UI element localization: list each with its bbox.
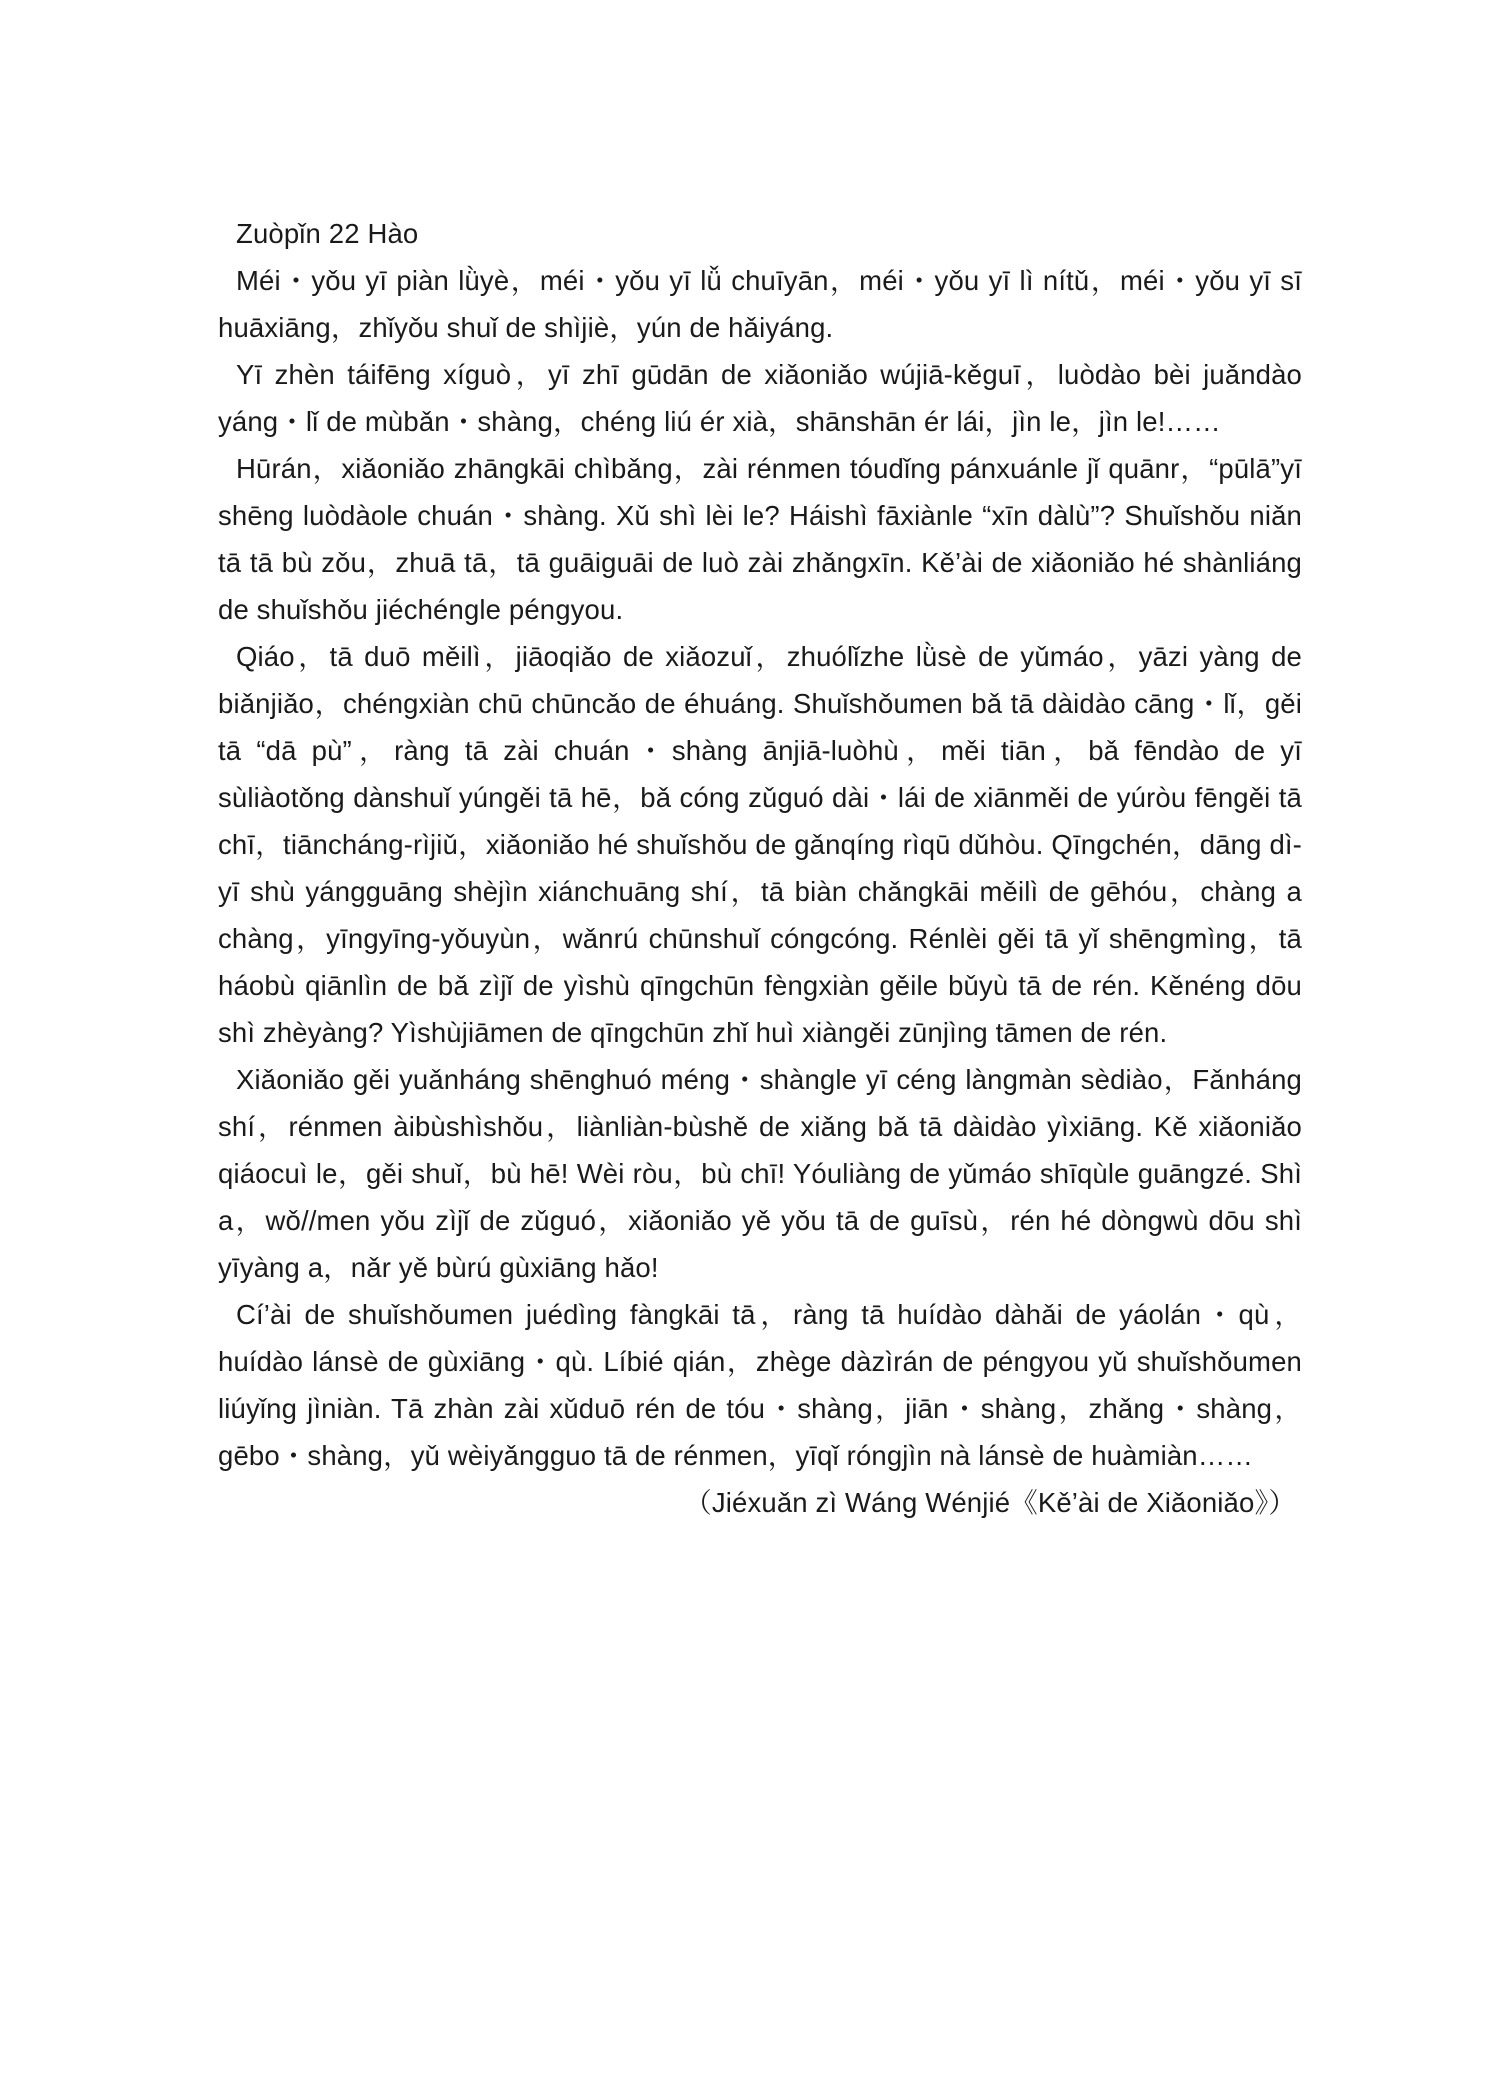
paragraph-5: Xiǎoniǎo gěi yuǎnháng shēnghuó méng・shàngle yī céng làngmàn sèdiào，Fǎnháng shí，rénmen àibùshìshǒu，liànliàn-bùshě de xiǎng bǎ tā dàidào yìxiāng. Kě xiǎoniǎo qiáocuì le，gěi shuǐ，bù hē! Wèi ròu，bù chī! Yóuliàng de yǔmáo shīqùle guāngzé. Shì a，wǒ//men yǒu zìjǐ de zǔguó，xiǎoniǎo yě yǒu tā de guīsù，rén hé dòngwù dōu shì yīyàng a，nǎr yě bùrú gùxiāng hǎo! — [218, 1064, 1302, 1283]
paragraph-3: Hūrán，xiǎoniǎo zhāngkāi chìbǎng，zài rénmen tóudǐng pánxuánle jǐ quānr，“pūlā”yī shēng luòdàole chuán・shàng. Xǔ shì lèi le? Háishì fāxiànle “xīn dàlù”? Shuǐshǒu niǎn tā tā bù zǒu，zhuā tā，tā guāiguāi de luò zài zhǎngxīn. Kě’ài de xiǎoniǎo hé shànliáng de shuǐshǒu jiéchéngle péngyou. — [218, 453, 1302, 625]
paragraph-4: Qiáo，tā duō měilì，jiāoqiǎo de xiǎozuǐ，zhuólǐzhe lǜsè de yǔmáo，yāzi yàng de biǎnjiǎo，chéngxiàn chū chūncǎo de éhuáng. Shuǐshǒumen bǎ tā dàidào cāng・lǐ，gěi tā “dā pù”，ràng tā zài chuán・shàng ānjiā-luòhù，měi tiān，bǎ fēndào de yī sùliàotǒng dànshuǐ yúngěi tā hē，bǎ cóng zǔguó dài・lái de xiānměi de yúròu fēngěi tā chī，tiāncháng-rìjiǔ，xiǎoniǎo hé shuǐshǒu de gǎnqíng rìqū dǔhòu. Qīngchén，dāng dì-yī shù yángguāng shèjìn xiánchuāng shí，tā biàn chǎngkāi měilì de gēhóu，chàng a chàng，yīngyīng-yǒuyùn，wǎnrú chūnshuǐ cóngcóng. Rénlèi gěi tā yǐ shēngmìng，tā háobù qiānlìn de bǎ zìjǐ de yìshù qīngchūn fèngxiàn gěile bǔyù tā de rén. Kěnéng dōu shì zhèyàng? Yìshùjiāmen de qīngchūn zhǐ huì xiàngěi zūnjìng tāmen de rén. — [218, 641, 1302, 1048]
paragraph-6: Cí’ài de shuǐshǒumen juédìng fàngkāi tā，ràng tā huídào dàhǎi de yáolán・qù，huídào lánsè de gùxiāng・qù. Líbié qián，zhège dàzìrán de péngyou yǔ shuǐshǒumen liúyǐng jìniàn. Tā zhàn zài xǔduō rén de tóu・shàng，jiān・shàng，zhǎng・shàng，gēbo・shàng，yǔ wèiyǎngguo tā de rénmen，yīqǐ róngjìn nà lánsè de huàmiàn…… — [218, 1299, 1302, 1471]
source-citation: （Jiéxuǎn zì Wáng Wénjié《Kě’ài de Xiǎoniǎo》） — [684, 1487, 1296, 1518]
paragraph-1: Méi・yǒu yī piàn lǜyè，méi・yǒu yī lǚ chuīyān，méi・yǒu yī lì nítǔ，méi・yǒu yī sī huāxiāng，zhǐyǒu shuǐ de shìjiè，yún de hǎiyáng. — [218, 265, 1302, 343]
paragraph-2: Yī zhèn táifēng xíguò，yī zhī gūdān de xiǎoniǎo wújiā-kěguī，luòdào bèi juǎndào yáng・lǐ de mùbǎn・shàng，chéng liú ér xià，shānshān ér lái，jìn le，jìn le!…… — [218, 359, 1302, 437]
document-body — [218, 210, 1302, 1526]
document-title: Zuòpǐn 22 Hào — [236, 218, 419, 249]
